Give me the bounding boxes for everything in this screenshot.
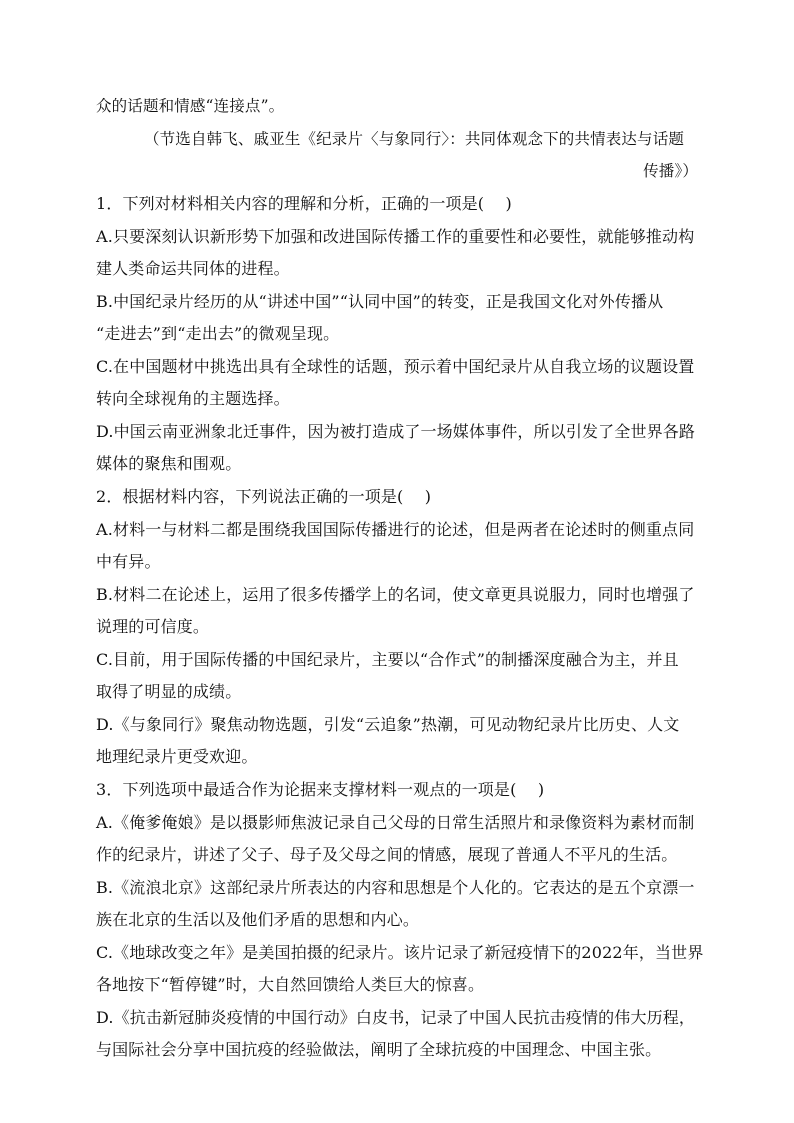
question-2-option-c-line-1: C.目前，用于国际传播的中国纪录片，主要以“合作式”的制播深度融合为主，并且 (96, 650, 679, 669)
question-3-option-d-line-2: 与国际社会分享中国抗疫的经验做法，阐明了全球抗疫的中国理念、中国主张。 (96, 1040, 662, 1059)
question-2-stem: 2．根据材料内容，下列说法正确的一项是( ) (96, 487, 432, 506)
question-2-option-b-line-1: B.材料二在论述上，运用了很多传播学上的名词，使文章更具说服力，同时也增强了 (96, 585, 695, 604)
question-2-option-c-line-2: 取得了明显的成绩。 (96, 682, 242, 701)
question-2-option-d-line-2: 地理纪录片更受欢迎。 (96, 747, 258, 766)
question-1-stem: 1．下列对材料相关内容的理解和分析，正确的一项是( ) (96, 194, 512, 213)
question-3-option-a-line-1: A.《俺爹俺娘》是以摄影师焦波记录自己父母的日常生活照片和录像资料为素材而制 (96, 813, 695, 832)
source-citation-line-1: （节选自韩飞、戚亚生《纪录片〈与象同行〉：共同体观念下的共情表达与话题 (144, 130, 685, 148)
question-1-option-c-line-1: C.在中国题材中挑选出具有全球性的话题，预示着中国纪录片从自我立场的议题设置 (96, 357, 695, 376)
question-1-option-a-line-2: 建人类命运共同体的进程。 (96, 259, 290, 278)
question-2-option-a-line-1: A.材料一与材料二都是围绕我国国际传播进行的论述，但是两者在论述时的侧重点同 (96, 520, 695, 539)
question-2-option-d-line-1: D.《与象同行》聚焦动物选题，引发“云追象”热潮，可见动物纪录片比历史、人文 (96, 715, 680, 734)
question-3-option-d-line-1: D.《抗击新冠肺炎疫情的中国行动》白皮书，记录了中国人民抗击疫情的伟大历程， (96, 1008, 696, 1027)
question-2-option-b-line-2: 说理的可信度。 (96, 617, 210, 636)
question-1-option-b-line-2: “走进去”到“走出去”的微观呈现。 (96, 324, 340, 343)
question-1-option-b-line-1: B.中国纪录片经历的从“讲述中国”“认同中国”的转变，正是我国文化对外传播从 (96, 292, 664, 311)
question-3-option-b-line-1: B.《流浪北京》这部纪录片所表达的内容和思想是个人化的。它表达的是五个京漂一 (96, 878, 695, 897)
question-1-option-d-line-1: D.中国云南亚洲象北迁事件，因为被打造成了一场媒体事件，所以引发了全世界各路 (96, 422, 696, 441)
question-3-option-c-line-2: 各地按下“暂停键”时，大自然回馈给人类巨大的惊喜。 (96, 975, 485, 994)
passage-closing-line: 众的话题和情感“连接点”。 (96, 97, 285, 115)
question-1-option-c-line-2: 转向全球视角的主题选择。 (96, 389, 290, 408)
question-1-option-a-line-1: A.只要深刻认识新形势下加强和改进国际传播工作的重要性和必要性，就能够推动构 (96, 227, 695, 246)
question-3-option-b-line-2: 族在北京的生活以及他们矛盾的思想和内心。 (96, 910, 420, 929)
question-3-option-a-line-2: 作的纪录片，讲述了父子、母子及父母之间的情感，展现了普通人不平凡的生活。 (96, 845, 678, 864)
question-3-option-c-line-1: C.《地球改变之年》是美国拍摄的纪录片。该片记录了新冠疫情下的2022年，当世界 (96, 943, 704, 962)
source-citation-line-2: 传播》） (643, 162, 698, 180)
question-2-option-a-line-2: 中有异。 (96, 552, 161, 571)
question-1-option-d-line-2: 媒体的聚焦和围观。 (96, 454, 242, 473)
question-3-stem: 3．下列选项中最适合作为论据来支撑材料一观点的一项是( ) (96, 780, 545, 799)
